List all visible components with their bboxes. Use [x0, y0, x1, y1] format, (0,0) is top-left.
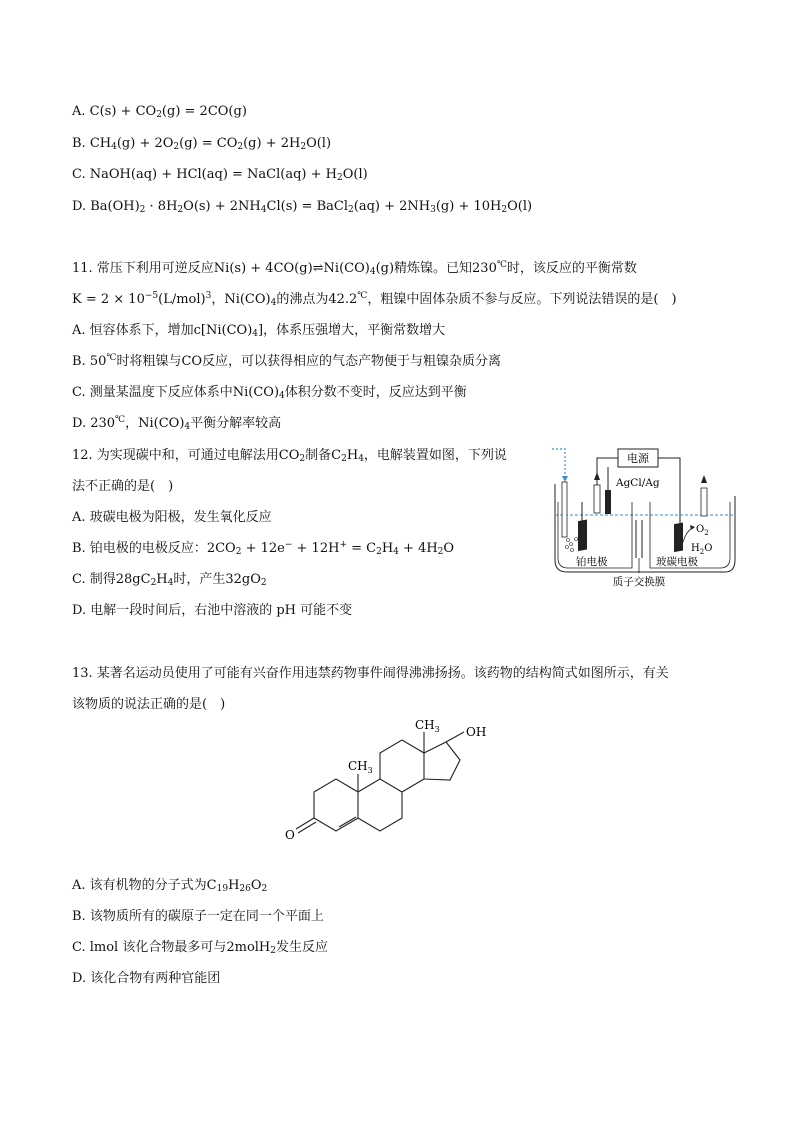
- q13-option-a: A. 该有机物的分子式为$C_{19}H_{26}O_2$: [72, 878, 268, 894]
- steroid-structure: [278, 712, 518, 852]
- ring-a: [314, 779, 358, 831]
- q13-stem-line1: 13. 某著名运动员使用了可能有兴奋作用违禁药物事件闹得沸沸扬扬。该药物的结构简式如图所示，有关: [72, 666, 669, 681]
- hydroxyl-label: OH: [466, 725, 487, 739]
- q13-option-d: D. 该化合物有两种官能团: [72, 971, 221, 986]
- bubble-3: [566, 546, 569, 549]
- q13-stem-line2: 该物质的说法正确的是( ): [72, 697, 226, 712]
- carbonyl-bond-1: [296, 818, 314, 829]
- reference-electrode: [605, 490, 611, 514]
- q12-stem-line1: 12. 为实现碳中和，可通过电解法用$CO_2$制备$C_2H_4$，电解装置如图，下列说: [72, 448, 507, 464]
- platinum-electrode-label: 铂电极: [576, 556, 608, 568]
- glassy-carbon-label: 玻碳电极: [656, 556, 698, 568]
- reference-electrode-label: AgCl/Ag: [616, 477, 660, 489]
- q13-option-b: B. 该物质所有的碳原子一定在同一个平面上: [72, 909, 324, 924]
- ring-b: [358, 779, 402, 831]
- power-source-label: 电源: [627, 452, 649, 465]
- q11-option-d: D. 230℃，$Ni(CO)_4$平衡分解率较高: [72, 415, 282, 432]
- q12-option-d: D. 电解一段时间后，右池中溶液的 pH 可能不变: [72, 603, 353, 618]
- carbonyl-bond-2: [298, 822, 316, 833]
- q10-option-b: B. $CH_4(g) + 2O_2(g) = CO_2(g) + 2H_2O(l)$: [72, 136, 332, 152]
- q13-option-c: C. lmol 该化合物最多可与2molH$_2$发生反应: [72, 940, 329, 956]
- glassy-carbon-electrode: [674, 523, 683, 553]
- double-bond-c4-c5: [339, 817, 356, 827]
- o2-label: $O_2$: [696, 524, 709, 537]
- bubble-5: [575, 538, 578, 541]
- q11-stem-line1: 11. 常压下利用可逆反应$Ni(s) + 4CO(g)\rightleftharpoons Ni(CO)_4(g)$精炼镍。已知230℃时，该反应的平衡常数: [72, 260, 637, 277]
- ring-d: [424, 742, 460, 780]
- outlet-arrow-left: [594, 472, 600, 480]
- q12-option-c: C. 制得$28gC_2H_4$时，产生$32gO_2$: [72, 572, 267, 588]
- q11-option-c: C. 测量某温度下反应体系中$Ni(CO)_4$体积分数不变时，反应达到平衡: [72, 385, 467, 401]
- q11-option-a: A. 恒容体系下，增加$c[Ni(CO)_4]$，体系压强增大，平衡常数增大: [72, 323, 446, 339]
- bubble-2: [570, 543, 573, 546]
- o2-arrow: [683, 528, 692, 542]
- bubble-1: [567, 539, 570, 542]
- q10-option-a: A. $C(s) + CO_2(g) = 2CO(g)$: [72, 104, 247, 120]
- methyl-c13-label: $CH_3$: [415, 718, 440, 734]
- q12-option-a: A. 玻碳电极为阳极，发生氧化反应: [72, 510, 272, 525]
- ring-c: [380, 740, 424, 792]
- h2o-label: $H_2O$: [691, 543, 713, 556]
- platinum-electrode: [578, 519, 587, 551]
- outlet-tube-left: [594, 485, 600, 513]
- q11-stem-line2: $K = 2 \times 10^{-5}(L/mol)^3$，$Ni(CO)_4$的沸点为42.2℃，粗镍中固体杂质不参与反应。下列说法错误的是( ): [72, 291, 677, 308]
- q12-option-b: B. 铂电极的电极反应：$2CO_2 + 12e^- + 12H^+ = C_2H_4 + 4H_2O$: [72, 540, 455, 557]
- wire-right: [658, 458, 680, 518]
- membrane-label: 质子交换膜: [612, 576, 666, 588]
- oh-bond: [446, 732, 464, 742]
- outlet-arrow-right: [701, 475, 707, 483]
- co2-inlet-dotted: [552, 449, 565, 478]
- bubble-4: [571, 549, 574, 552]
- q10-option-d: D. $Ba(OH)_2 \cdot 8H_2O(s) + 2NH_4Cl(s)$ = BaCl$_2$(aq) + $2NH_3(g) + 10H_2O(l)$: [72, 199, 533, 215]
- carbonyl-oxygen-label: O: [285, 828, 295, 842]
- q10-option-c: C. NaOH(aq) + HCl(aq) = NaCl(aq) + $H_2O(l)$: [72, 167, 368, 183]
- co2-inlet-arrow: [562, 476, 568, 482]
- co2-tube: [562, 482, 567, 537]
- q12-stem-line2: 法不正确的是( ): [72, 479, 174, 494]
- electrolysis-diagram: [550, 440, 740, 590]
- q11-option-b: B. 50℃时将粗镍与CO反应，可以获得相应的气态产物便于与粗镍杂质分离: [72, 353, 502, 369]
- methyl-c10-label: $CH_3$: [348, 759, 373, 775]
- outlet-tube-right: [701, 488, 707, 516]
